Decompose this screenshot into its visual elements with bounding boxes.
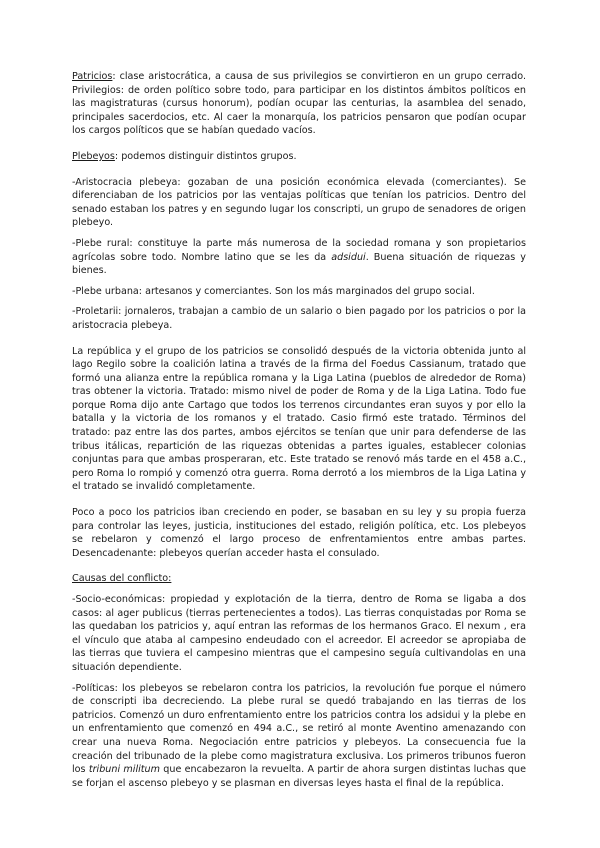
paragraph-causas bbox=[72, 572, 526, 586]
paragraph-politicas bbox=[72, 682, 526, 791]
heading-patricios: Patricios bbox=[72, 71, 113, 82]
paragraph-patricios bbox=[72, 70, 526, 138]
plebe-rural-italic: adsidui bbox=[331, 251, 366, 263]
plebe-rural-text: -Plebe rural: constituye la parte más numerosa de la sociedad romana y son propietarios agrícolas sobre todo. Nombre latino que se les da bbox=[72, 237, 526, 263]
paragraph-plebe-rural bbox=[72, 237, 526, 278]
paragraph-aristocracia: -Aristocracia plebeya: gozaban de una posición económica elevada (comerciantes). Se diferenciaban de los patricios por las ventajas políticas que tenían los patricios. Dentro del senado estaban los patres y en segundo lugar los conscripti, un grupo de senadores de origen plebeyo. bbox=[72, 176, 526, 229]
document-page bbox=[72, 70, 526, 798]
plebeyos-text: : podemos distinguir distintos grupos. bbox=[114, 150, 297, 162]
politicas-text-end: que encabezaron la revuelta. A partir de ahora surgen distintas luchas que se forjan el ascenso plebeyo y se plasman en diversas leyes hasta el final de la república. bbox=[72, 764, 526, 789]
patricios-text: : clase aristocrática, a causa de sus privilegios se convirtieron en un grupo cerrado. Privilegios: de orden político sobre todo, para participar en los distintos ámbitos políticos en las magistraturas (cursus honorum), podían ocupar las centurias, la asamblea del senado, principales sacerdocios, etc. Al caer la monarquía, los patricios pensaron que podían ocupar los cargos políticos que se habían quedado vacíos. bbox=[72, 71, 526, 137]
paragraph-proletarii: -Proletarii: jornaleros, trabajan a cambio de un salario o bien pagado por los patricios o por la aristocracia plebeya. bbox=[72, 306, 526, 331]
paragraph-socio-economicas: -Socio-económicas: propiedad y explotación de la tierra, dentro de Roma se ligaba a dos casos: al ager publicus (tierras pertenecientes a todos). Las tierras conquistadas por Roma se las quedaban los patricios y, aquí entran las reformas de los hermanos Graco. El nexum , era el vínculo que ataba al campesino endeudado con el acreedor. El acreedor se apropiaba de las tierras que tuviera el campesino mientras que el campesino seguía cultivandolas en una situación dependiente. bbox=[72, 594, 526, 673]
paragraph-plebeyos bbox=[72, 150, 526, 164]
paragraph-plebe-urbana: -Plebe urbana: artesanos y comerciantes. Son los más marginados del grupo social. bbox=[72, 285, 475, 297]
heading-plebeyos: Plebeyos bbox=[72, 150, 115, 162]
paragraph-republica: La república y el grupo de los patricios se consolidó después de la victoria obtenida junto al lago Regilo sobre la coalición latina a través de la firma del Foedus Cassianum, tratado que formó una alianza entre la república romana y la Liga Latina (pueblos de alrededor de Roma) tras obtener la victoria. Tratado: mismo nivel de poder de Roma y de la Liga Latina. Todo fue porque Roma dijo ante Cartago que todos los terrenos circundantes eran suyos y por ello la batalla y la victoria de los romanos y el tratado. Casio firmó este tratado. Términos del tratado: paz entre las dos partes, ambos ejércitos se tenían que unir para defenderse de las tribus itálicas, repartición de las riquezas obtenidas a partes iguales, establecer colonias conjuntas para que ambas prosperaran, etc. Este tratado se renovó más tarde en el 458 a.C., pero Roma lo rompió y comenzó otra guerra. Roma derrotó a los miembros de la Liga Latina y el tratado se invalidó completamente. bbox=[72, 345, 526, 493]
paragraph-poco-a-poco: Poco a poco los patricios iban creciendo en poder, se basaban en su ley y su propia fuerza para controlar las leyes, justicia, instituciones del estado, religión política, etc. Los plebeyos se rebelaron y comenzó el largo proceso de enfrentamientos entre ambas partes. Desencadenante: plebeyos querían acceder hasta el consulado. bbox=[72, 507, 526, 559]
heading-causas: Causas del conflicto: bbox=[72, 573, 172, 585]
plebe-rural-text-end: . Buena situación de riquezas y bienes. bbox=[72, 251, 526, 277]
politicas-text: -Políticas: los plebeyos se rebelaron contra los patricios, la revolución fue porque el número de conscripti iba decreciendo. La plebe rural se quedó trabajando en las tierras de los patricios. Comenzó un duro enfrentamiento entre los patricios contra los adsidui y la plebe en un enfrentamiento que comenzó en 494 a.C., se retiró al monte Aventino amenazando con crear una nueva Roma. Negociación entre patricios y plebeyos. La consecuencia fue la creación del tribunado de la plebe como magistratura exclusiva. Los primeros tribunos fueron los bbox=[72, 682, 526, 776]
politicas-italic: tribuni militum bbox=[88, 764, 160, 776]
